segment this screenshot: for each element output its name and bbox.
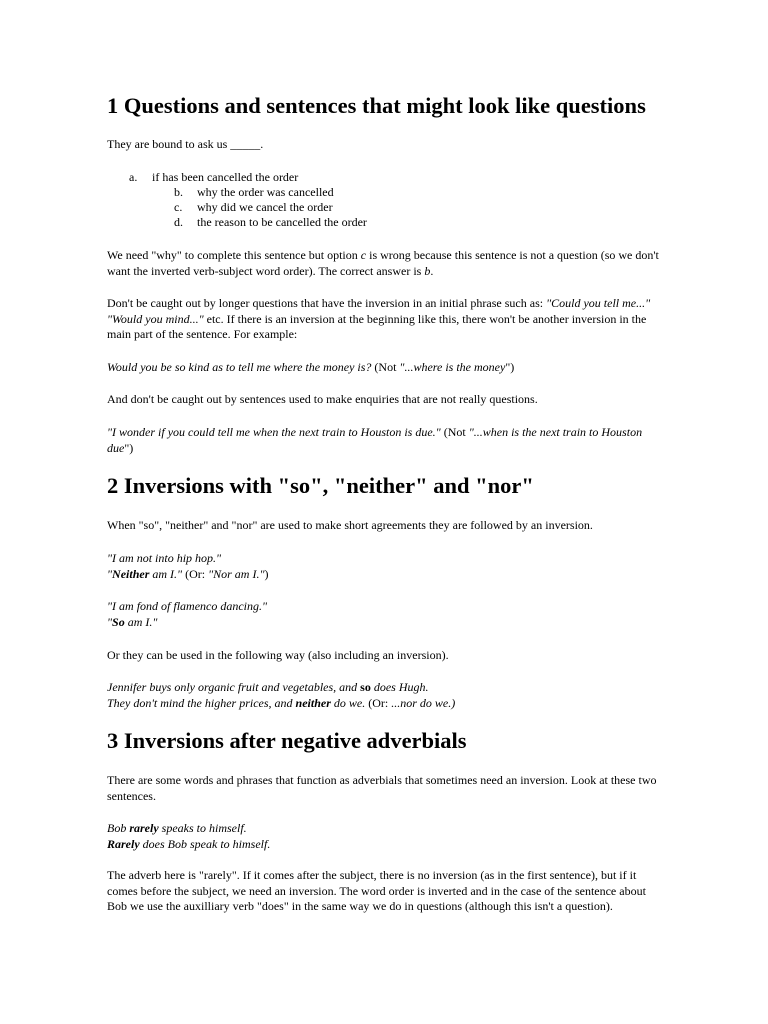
bold-run: So [112, 614, 125, 629]
text-run: (Or: [365, 695, 392, 710]
text-run: (Not [371, 360, 400, 374]
italic-run: Bob [107, 821, 130, 835]
italic-run: c [360, 248, 367, 262]
italic-run: Jennifer buys only organic fruit and vegetables, and [107, 680, 361, 694]
section-2-heading: 2 Inversions with "so", "neither" and "nor" [107, 473, 534, 498]
option-d [174, 215, 367, 230]
option-a [129, 170, 298, 185]
bold-run: Rarely [107, 836, 140, 851]
longer-questions-paragraph [107, 296, 663, 343]
text-run: (Not [440, 425, 469, 439]
option-text: the reason to be cancelled the order [197, 215, 367, 229]
italic-run: They don't mind the higher prices, and [107, 695, 296, 710]
option-text: why the order was cancelled [197, 185, 334, 199]
italic-run: " [107, 614, 113, 629]
italic-run: "...where is the money [399, 360, 506, 374]
question-sentence: They are bound to ask us _____. [107, 137, 264, 151]
adverb-explanation-paragraph: The adverb here is "rarely". If it comes after the subject, there is no inversion (as in the first sentence), but if it comes before the subject, we need an inversion. The word order is inverted and in the case of the sentence about Bob we use the auxilliary verb "does" in the same way we do in questions (although this isn't a question). [107, 868, 646, 913]
text-run: . [430, 263, 434, 278]
example-line [107, 821, 663, 837]
intro-paragraph: There are some words and phrases that function as adverbials that sometimes need an inversion. Look at these two sentences. [107, 773, 657, 803]
example-pair [107, 821, 663, 852]
usage-paragraph: Or they can be used in the following way (also including an inversion). [107, 648, 449, 662]
option-letter: c. [174, 200, 183, 214]
example-line [107, 615, 663, 631]
italic-run: "Could you tell me..." "Would you mind..." [107, 296, 651, 326]
option-text: if has been cancelled the order [152, 170, 299, 184]
section-1-heading: 1 Questions and sentences that might look like questions [107, 93, 646, 118]
option-letter: a. [129, 170, 138, 184]
italic-run: does Bob speak to himself. [139, 836, 271, 851]
italic-run: Would you be so kind as to tell me where the money is? [107, 360, 372, 374]
example-line [107, 567, 663, 583]
example-sentence [107, 425, 663, 456]
example-pair [107, 551, 663, 582]
italic-run: ...nor do we.) [391, 695, 456, 710]
enquiries-paragraph: And don't be caught out by sentences used to make enquiries that are not really questions. [107, 392, 538, 406]
text-run: (Or: [182, 566, 209, 581]
intro-paragraph: When "so", "neither" and "nor" are used to make short agreements they are followed by an inversion. [107, 518, 593, 532]
example-line: "I am not into hip hop." [107, 551, 222, 565]
option-text: why did we cancel the order [197, 200, 333, 214]
italic-run: am I." [124, 614, 158, 629]
text-run: is wrong because this sentence is not a question (so we don't want the inverted verb-subject word order). The correct answer is [107, 248, 659, 278]
italic-run: "I wonder if you could tell me when the next train to Houston is due." [107, 425, 441, 439]
example-pair [107, 599, 663, 630]
bold-run: neither [295, 695, 331, 710]
italic-run: "Nor am I." [208, 566, 265, 581]
text-run: ) [264, 566, 269, 581]
italic-run: am I." [149, 566, 183, 581]
example-line [107, 696, 663, 712]
option-c [174, 200, 333, 215]
example-pair [107, 680, 663, 711]
section-3-heading: 3 Inversions after negative adverbials [107, 728, 467, 753]
italic-run: speaks to himself. [158, 821, 247, 835]
italic-run: "...when is the next train to Houston due [107, 425, 643, 455]
bold-run: so [360, 680, 371, 694]
text-run: ") [124, 440, 134, 455]
bold-run: Neither [112, 566, 150, 581]
option-b [174, 185, 334, 200]
option-letter: b. [174, 185, 183, 199]
text-run: etc. If there is an inversion at the beginning like this, there won't be another inversion in the main part of the sentence. For example: [107, 311, 647, 341]
text-run: ") [505, 360, 515, 374]
text-run: We need "why" to complete this sentence but option [107, 248, 361, 262]
example-line [107, 680, 663, 696]
italic-run: b [424, 263, 431, 278]
text-run: Don't be caught out by longer questions that have the inversion in an initial phrase such as: [107, 296, 547, 310]
example-line [107, 837, 663, 853]
italic-run: " [107, 566, 113, 581]
example-sentence [107, 360, 663, 376]
explanation-paragraph [107, 248, 663, 279]
bold-run: rarely [129, 821, 159, 835]
italic-run: does Hugh. [370, 680, 429, 694]
option-letter: d. [174, 215, 183, 229]
example-line: "I am fond of flamenco dancing." [107, 599, 268, 613]
italic-run: do we. [330, 695, 366, 710]
